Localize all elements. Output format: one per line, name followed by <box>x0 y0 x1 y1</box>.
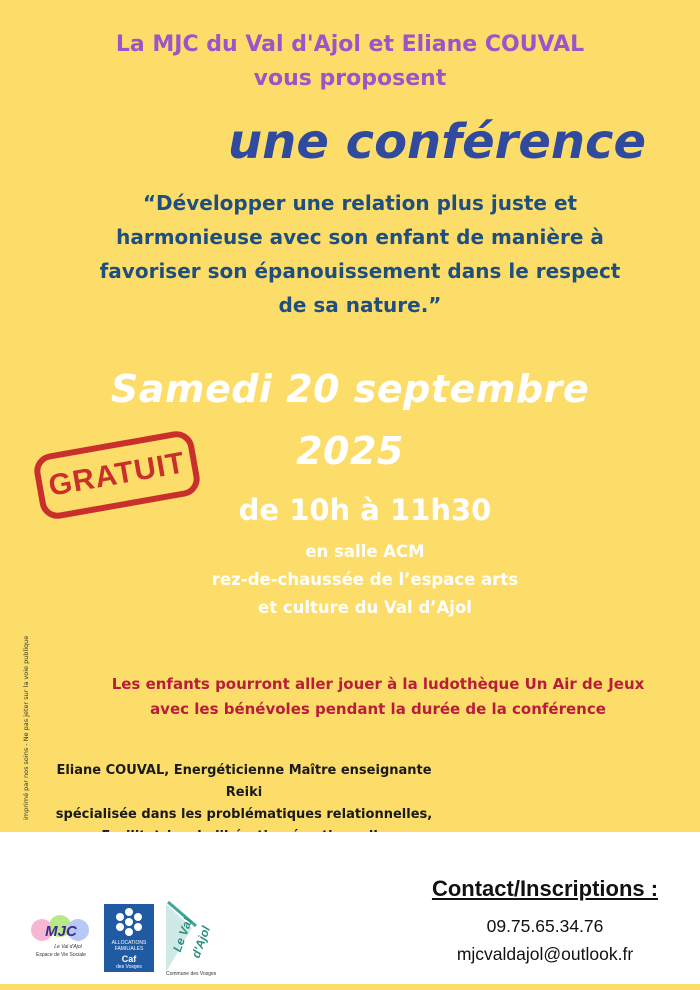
place-line: et culture du Val d’Ajol <box>258 598 472 617</box>
val-logo-text: d'Ajol <box>188 924 214 960</box>
place-line: en salle ACM <box>305 542 425 561</box>
bio-line: Eliane COUVAL, Energéticienne Maître enseignante Reiki <box>56 763 432 800</box>
contact-heading: Contact/Inscriptions : <box>431 876 659 901</box>
mjc-logo-sub: Le Val d'Ajol <box>54 944 82 950</box>
propose-line: vous proposent <box>253 66 447 91</box>
theme-line: “Développer une relation plus juste et <box>142 191 578 215</box>
conference-theme <box>50 186 670 322</box>
organizers-header <box>0 28 700 96</box>
place-line: rez-de-chaussée de l’espace arts <box>211 570 519 589</box>
children-note-line: Les enfants pourront aller jouer à la ludothèque Un Air de Jeux <box>111 675 645 693</box>
val-logo-text: Le Val <box>170 916 196 954</box>
caf-flower-icon <box>104 904 154 940</box>
event-time: de 10h à 11h30 <box>238 493 492 527</box>
contact-email[interactable]: mjcvaldajol@outlook.fr <box>456 944 634 964</box>
theme-line: harmonieuse avec son enfant de manière à <box>116 225 604 249</box>
caf-label: Caf <box>121 954 137 964</box>
event-place <box>185 538 545 622</box>
stamp-text: GRATUIT <box>46 446 188 503</box>
theme-line: de sa nature.” <box>278 293 442 317</box>
organizers-line: La MJC du Val d'Ajol et Eliane COUVAL <box>115 32 585 57</box>
print-notice: imprimé par nos soins - Ne pas jeter sur la voie publique <box>22 635 30 820</box>
val-dajol-logo <box>162 898 220 978</box>
theme-line: favoriser son épanouissement dans le respect <box>99 259 621 283</box>
children-note-line: avec les bénévoles pendant la durée de la conférence <box>150 700 606 718</box>
bio-line: spécialisée dans les problématiques relationnelles, <box>55 807 433 822</box>
children-note <box>98 672 658 722</box>
bottom-strip <box>0 984 700 990</box>
contact-phone[interactable]: 09.75.65.34.76 <box>486 916 604 936</box>
year-line: 2025 <box>296 429 404 473</box>
caf-logo <box>104 904 154 972</box>
mjc-logo <box>28 912 94 960</box>
date-line: Samedi 20 septembre <box>110 367 590 411</box>
conference-title: une conférence <box>228 114 647 170</box>
caf-label: ALLOCATIONS FAMILIALES <box>111 940 147 952</box>
val-logo-sub: Commune des Vosges <box>166 971 217 977</box>
mjc-logo-sub: Espace de Vie Sociale <box>36 952 86 958</box>
caf-label: des Vosges <box>116 964 142 970</box>
mjc-logo-text: MJC <box>45 923 77 940</box>
